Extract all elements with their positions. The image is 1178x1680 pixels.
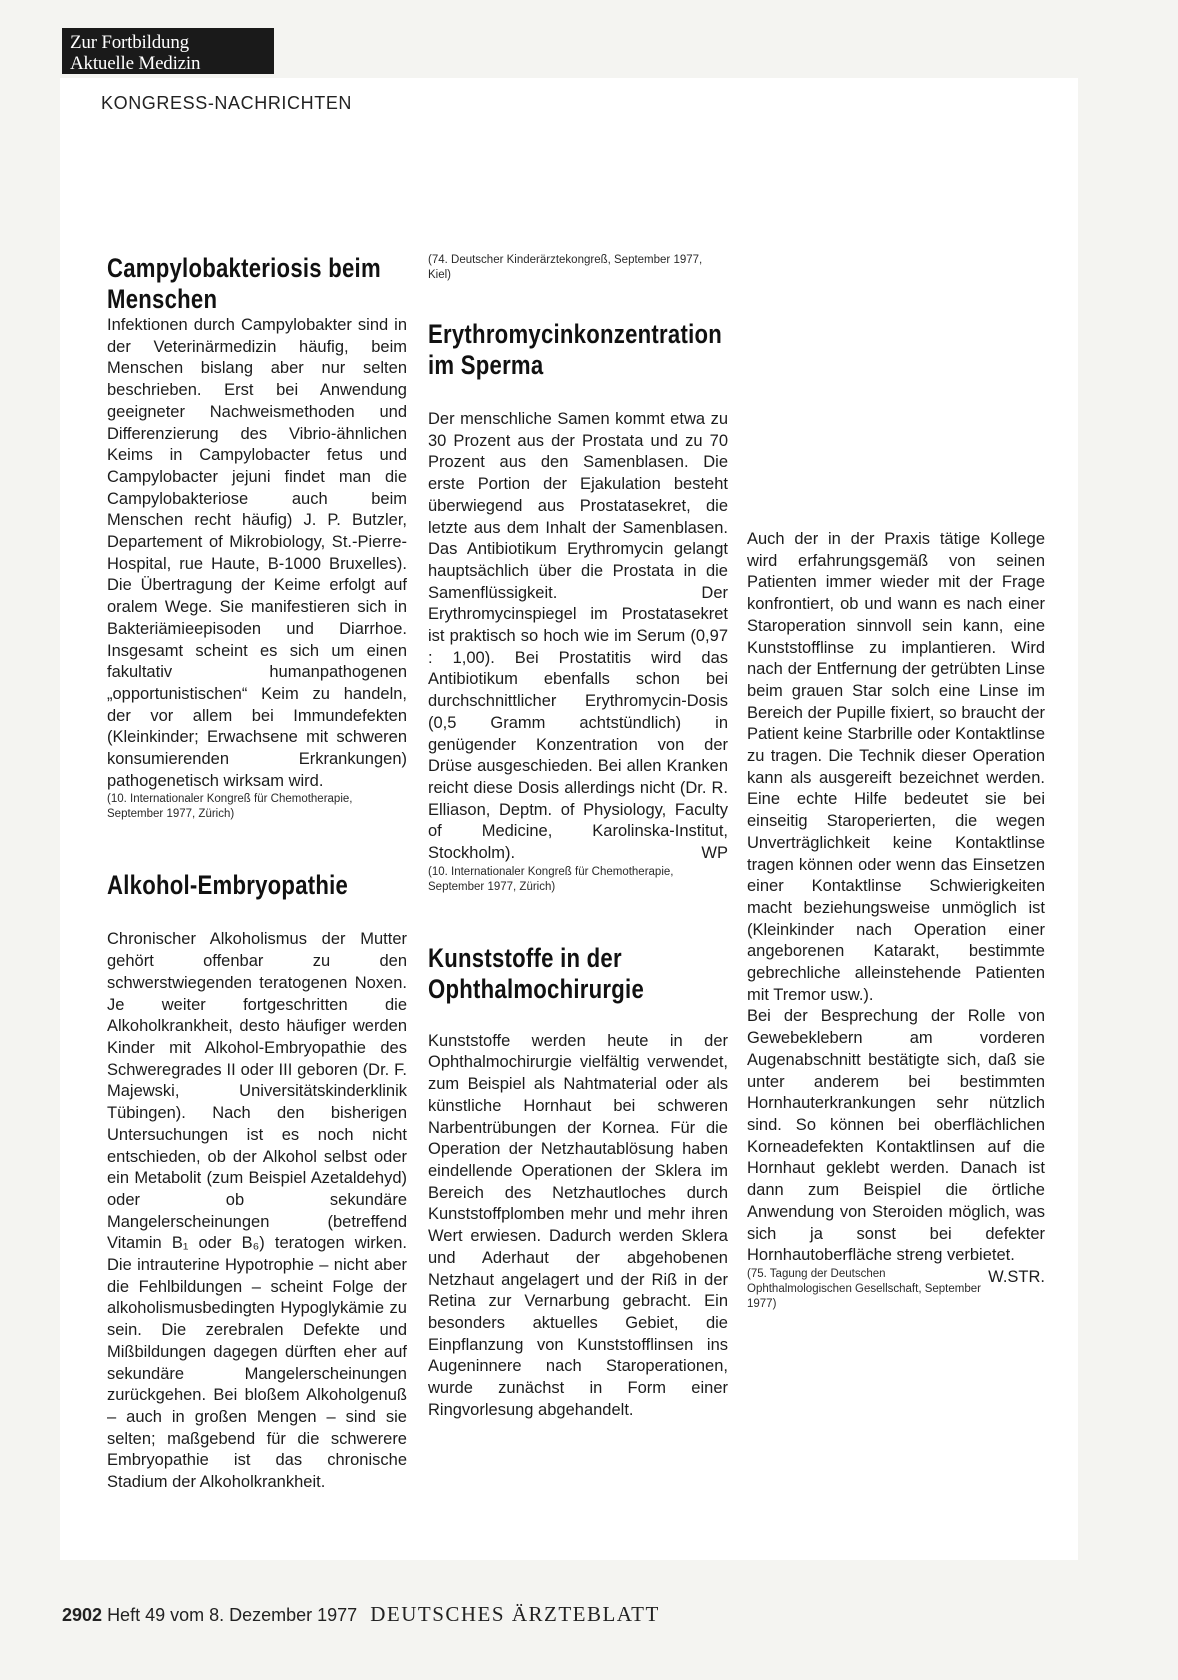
issue-date: Heft 49 vom 8. Dezember 1977 — [107, 1605, 358, 1625]
page-footer — [62, 1602, 660, 1627]
kunststoffe-signature: W.STR. — [988, 1267, 1045, 1286]
badge-line-2: Aktuelle Medizin — [70, 53, 201, 74]
page-number: 2902 — [62, 1605, 103, 1625]
erythromycin-text: Der menschliche Samen kommt etwa zu 30 Prozent aus der Prostata und zu 70 Prozent aus den Samenblasen. Die erste Portion der Ejakulation besteht überwiegend aus Prostatasekret, die letzte aus dem Inhalt der Samenblasen. Das Antibiotikum Erythromycin gelangt hauptsächlich über die Prostata in die Samenflüssigkeit. Der Erythromycinspiegel im Prostatasekret ist praktisch so hoch wie im Serum (0,97 : 1,00). Bei Prostatitis wird das Antibiotikum ebenfalls schon bei durchschnittlicher Erythromycin-Dosis (0,5 Gramm achtstündlich) in genügender Konzentration von der Drüse ausgeschieden. Bei allen Kranken reicht diese Dosis allerdings nicht (Dr. R. Elliason, Deptm. of Physiology, Faculty of Medicine, Karolinska-Institut, Stockholm). — [428, 410, 728, 863]
section-header: KONGRESS-NACHRICHTEN — [101, 93, 353, 113]
article-reference-campylobacteriosis: (10. Internationaler Kongreß für Chemotherapie, September 1977, Zürich) — [107, 793, 353, 821]
article-reference-erythromycin: (10. Internationaler Kongreß für Chemotherapie, September 1977, Zürich) — [428, 865, 674, 893]
article-body-kunststoffe-1: Kunststoffe werden heute in der Ophthalmochirurgie vielfältig verwendet, zum Beispiel als Nahtmaterial oder als künstliche Hornhaut bei schweren Narbentrübungen der Kornea. Für die Operation der Netzhautablösung haben eindellende Operationen der Sklera im Bereich des Netzhautloches durch Kunststoffplomben mehr und mehr ihren Wert erwiesen. Dadurch werden Sklera und Aderhaut der abgehobenen Netzhaut angelagert und der Riß in der Retina zur Vernarbung gebracht. Ein besonders aktuelles Gebiet, die Einpflanzung von Kunststofflinsen ins Augeninnere nach Staroperationen, wurde zunächst in Form einer Ringvorlesung abgehandelt. — [428, 1031, 728, 1419]
article-body-kunststoffe-2: Auch der in der Praxis tätige Kollege wird erfahrungsgemäß von seinen Patienten immer wieder mit der Frage konfrontiert, ob und wann es nach einer Staroperation sinnvoll sein kann, eine Kunststofflinse zu implantieren. Wird nach der Entfernung der getrübten Linse beim grauen Star solch eine Linse im Bereich der Pupille fixiert, so braucht der Patient keine Starbrille oder Kontaktlinse zu tragen. Die Technik dieser Operation kann als ausgereift bezeichnet werden. Eine echte Hilfe bedeutet sie bei einseitig Staroperierten, die wegen Unverträglichkeit keine Kontaktlinse tragen können oder wenn das Einsetzen einer Kontaktlinse Schwierigkeiten macht beziehungsweise unmöglich ist (Kleinkinder nach Operation einer angeborenen Katarakt, bestimmte gebrechliche alleinstehende Patienten mit Tremor usw.). — [747, 530, 1045, 1004]
column-1 — [107, 253, 407, 1494]
column-3 — [747, 253, 1045, 1312]
section-badge — [62, 28, 274, 74]
article-body-kunststoffe-3 — [747, 1006, 1045, 1286]
article-body-alkohol: Chronischer Alkoholismus der Mutter gehört offenbar zu den schwerstwiegenden teratogenen Noxen. Je weiter fortgeschritten die Alkoholkrankheit, desto häufiger werden Kinder mit Alkohol-Embryopathie des Schweregrades II oder III geboren (Dr. F. Majewski, Universitätskinderklinik Tübingen). Nach den bisherigen Untersuchungen ist es noch nicht entschieden, ob der Alkohol selbst oder ein Metabolit (zum Beispiel Azetaldehyd) oder ob sekundäre Mangelerscheinungen (betreffend Vitamin B₁ oder B₆) teratogen wirken. Die intrauterine Hypotrophie – nicht aber die Fehlbildungen – scheint Folge der alkoholismusbedingten Hypoglykämie zu sein. Die zerebralen Defekte und Mißbildungen dagegen dürften eher auf sekundäre Mangelerscheinungen zurückgehen. Bei bloßem Alkoholgenuß – auch in großen Mengen – sind sie selten; maßgebend für die schwerere Embryopathie ist das chronische Stadium der Alkoholkrankheit. — [107, 930, 407, 1492]
badge-line-1: Zur Fortbildung — [70, 32, 189, 53]
article-title-campylobacteriosis: Campylobakteriosis beim Menschen — [107, 253, 381, 314]
erythromycin-signature: WP — [701, 844, 728, 863]
article-reference-kunststoffe: (75. Tagung der Deutschen Ophthalmologischen Gesellschaft, September 1977) — [747, 1267, 981, 1310]
article-title-kunststoffe: Kunststoffe in der Ophthalmochirurgie — [428, 942, 645, 1004]
article-body-campylobacteriosis: Infektionen durch Campylobakter sind in der Veterinärmedizin häufig, beim Menschen bislang aber nur selten beschrieben. Erst bei Anwendung geeigneter Nachweismethoden und Differenzierung des Vibrio-ähnlichen Keims in Campylobacter fetus und Campylobacter jejuni findet man die Campylobakteriose auch beim Menschen recht häufig) J. P. Butzler, Departement of Mikrobiology, St.-Pierre-Hospital, rue Haute, B-1000 Bruxelles). Die Übertragung der Keime erfolgt auf oralem Wege. Sie manifestieren sich in Bakteriämieepisoden und Diarrhoe. Insgesamt scheint es sich um einen fakultativ humanpathogenen „opportunistischen“ Keim zu handeln, der vor allem bei Immundefekten (Kleinkinder; Erwachsene mit schweren konsumierenden Erkrankungen) pathogenetisch wirksam wird. — [107, 316, 407, 790]
article-reference-alkohol: (74. Deutscher Kinderärztekongreß, September 1977, Kiel) — [428, 254, 703, 281]
article-title-alkohol: Alkohol-Embryopathie — [107, 870, 349, 901]
kunststoffe-text-3: Bei der Besprechung der Rolle von Gewebeklebern am vorderen Augenabschnitt bestätigte sich, daß sie unter anderem bei bestimmten Hornhauterkrankungen sehr nützlich sind. So können bei oberflächlichen Korneadefekten Kontaktlinsen auf die Hornhaut geklebt werden. Danach ist dann zum Beispiel die örtliche Anwendung von Steroiden möglich, was sich ja sonst bei defekter Hornhautoberfläche streng verbietet. — [747, 1007, 1045, 1265]
column-2 — [428, 253, 728, 1421]
article-title-erythromycin: Erythromycinkonzentration im Sperma — [428, 319, 723, 380]
journal-name: DEUTSCHES ÄRZTEBLATT — [370, 1602, 660, 1626]
article-body-erythromycin — [428, 409, 728, 865]
